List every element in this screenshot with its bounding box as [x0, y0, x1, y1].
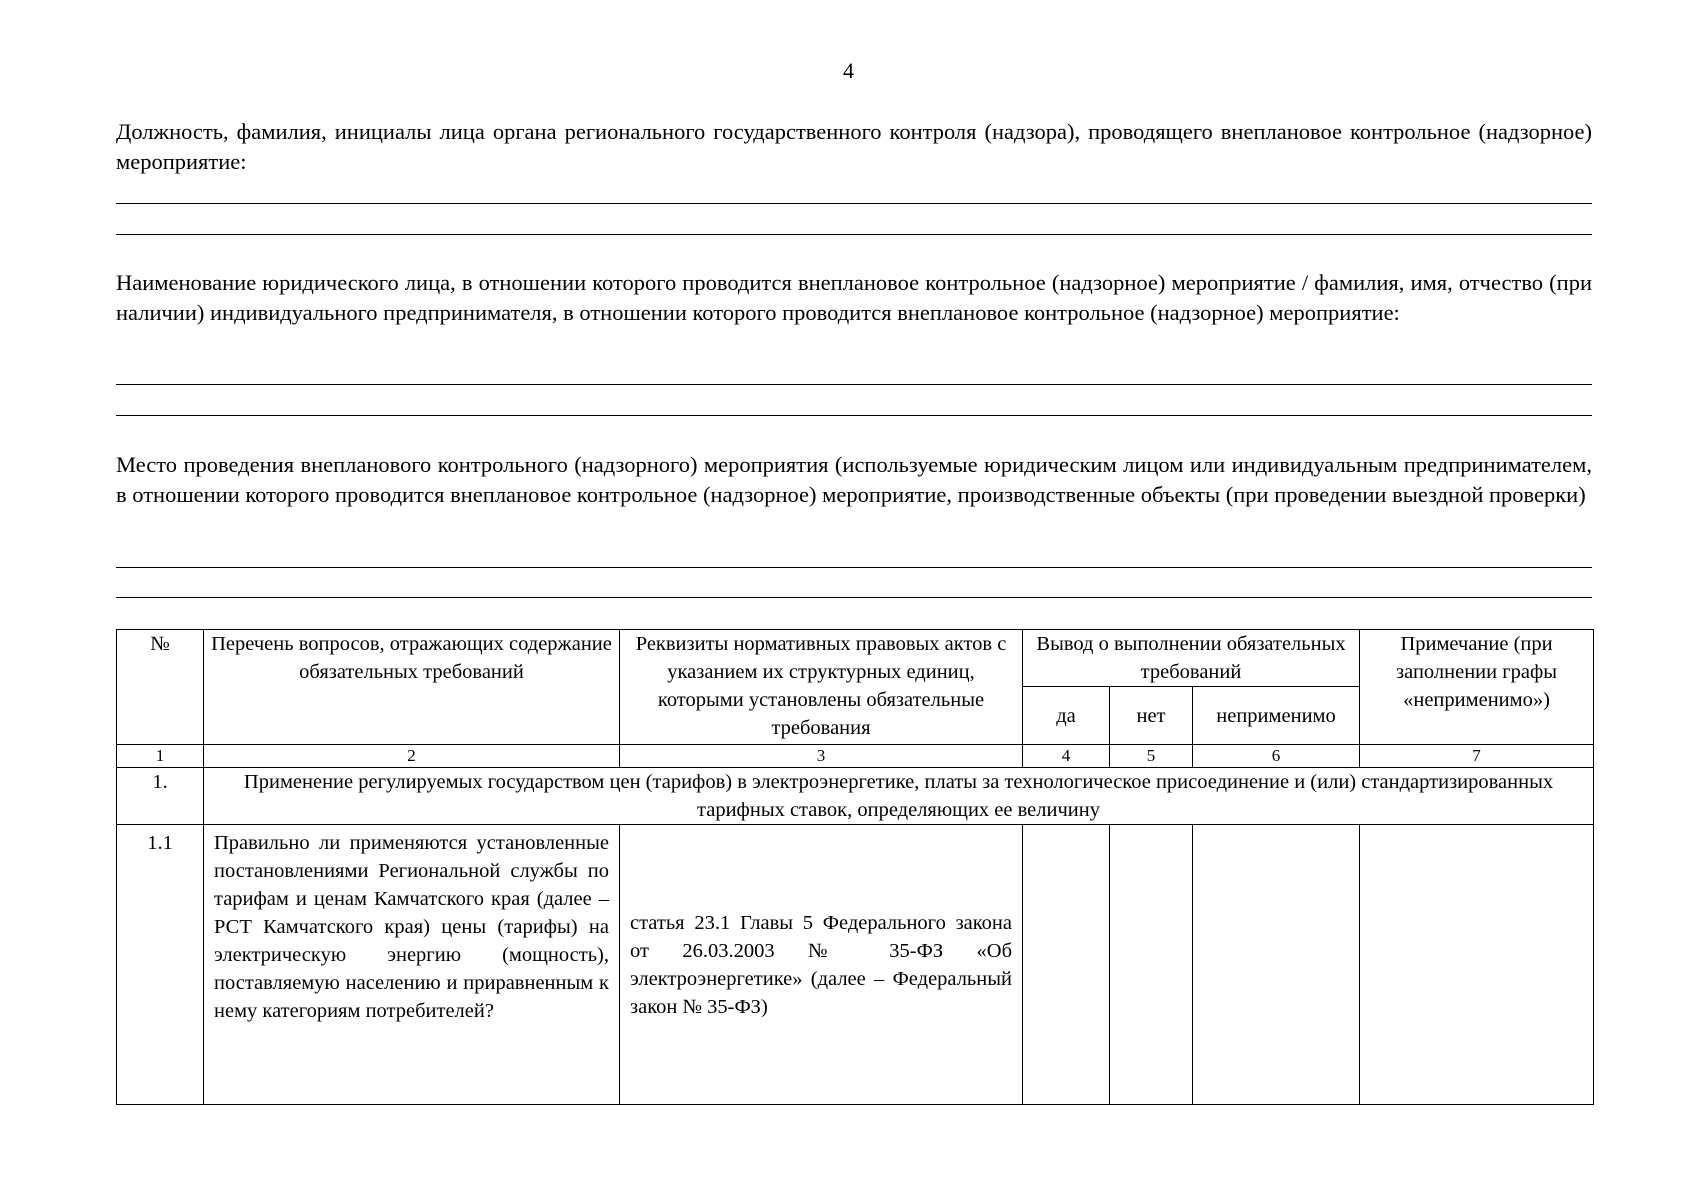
header-yes: да [1023, 687, 1110, 745]
yes-cell[interactable] [1023, 825, 1110, 1105]
header-note: Примечание (при заполнении графы «неприменимо») [1360, 630, 1594, 745]
header-num: № [117, 630, 204, 745]
column-number: 2 [204, 745, 620, 768]
page-number: 4 [843, 58, 854, 83]
requisites-cell: статья 23.1 Главы 5 Федерального закона от 26.03.2003 № 35-ФЗ «Об электроэнергетике» (далее – Федеральный закон № 35-ФЗ) [620, 825, 1023, 1105]
entity-fill-line-1[interactable] [116, 384, 1592, 385]
column-number: 5 [1110, 745, 1193, 768]
checklist-table [116, 629, 1594, 1105]
column-number: 6 [1193, 745, 1360, 768]
column-number: 1 [117, 745, 204, 768]
question-cell: Правильно ли применяются установленные постановлениями Региональной службы по тарифам и ценам Камчатского края (далее – РСТ Камчатского края) цены (тарифы) на электрическую энергию (мощность), поставляемую населению и приравненным к нему категориям потребителей? [204, 825, 620, 1105]
not-applicable-cell[interactable] [1193, 825, 1360, 1105]
location-field-label: Место проведения внепланового контрольного (надзорного) мероприятия (используемые юридическим лицом или индивидуальным предпринимателем, в отношении которого проводится внеплановое контрольное (надзорное) мероприятие, производственные объекты (при проведении выездной проверки) [116, 452, 1592, 507]
no-cell[interactable] [1110, 825, 1193, 1105]
column-number: 7 [1360, 745, 1594, 768]
location-fill-line-1[interactable] [116, 567, 1592, 568]
header-not-applicable: неприменимо [1193, 687, 1360, 745]
note-cell[interactable] [1360, 825, 1594, 1105]
header-requisites: Реквизиты нормативных правовых актов с указанием их структурных единиц, которыми установлены обязательные требования [620, 630, 1023, 745]
inspector-fill-line-2[interactable] [116, 234, 1592, 235]
entity-fill-line-2[interactable] [116, 415, 1592, 416]
header-questions: Перечень вопросов, отражающих содержание обязательных требований [204, 630, 620, 745]
table-row [117, 825, 1594, 1105]
section-row-title: Применение регулируемых государством цен (тарифов) в электроэнергетике, платы за технологическое присоединение и (или) стандартизированных тарифных ставок, определяющих ее величину [204, 768, 1594, 825]
section-row-num: 1. [117, 768, 204, 825]
column-number: 3 [620, 745, 1023, 768]
location-fill-line-2[interactable] [116, 597, 1592, 598]
inspector-field-label: Должность, фамилия, инициалы лица органа регионального государственного контроля (надзора), проводящего внеплановое контрольное (надзорное) мероприятие: [116, 119, 1592, 174]
header-conclusion: Вывод о выполнении обязательных требований [1023, 630, 1360, 687]
column-number: 4 [1023, 745, 1110, 768]
header-no: нет [1110, 687, 1193, 745]
inspector-fill-line-1[interactable] [116, 203, 1592, 204]
row-num: 1.1 [117, 825, 204, 1105]
entity-field-label: Наименование юридического лица, в отношении которого проводится внеплановое контрольное (надзорное) мероприятие / фамилия, имя, отчество (при наличии) индивидуального предпринимателя, в отношении которого проводится внеплановое контрольное (надзорное) мероприятие: [116, 270, 1592, 325]
